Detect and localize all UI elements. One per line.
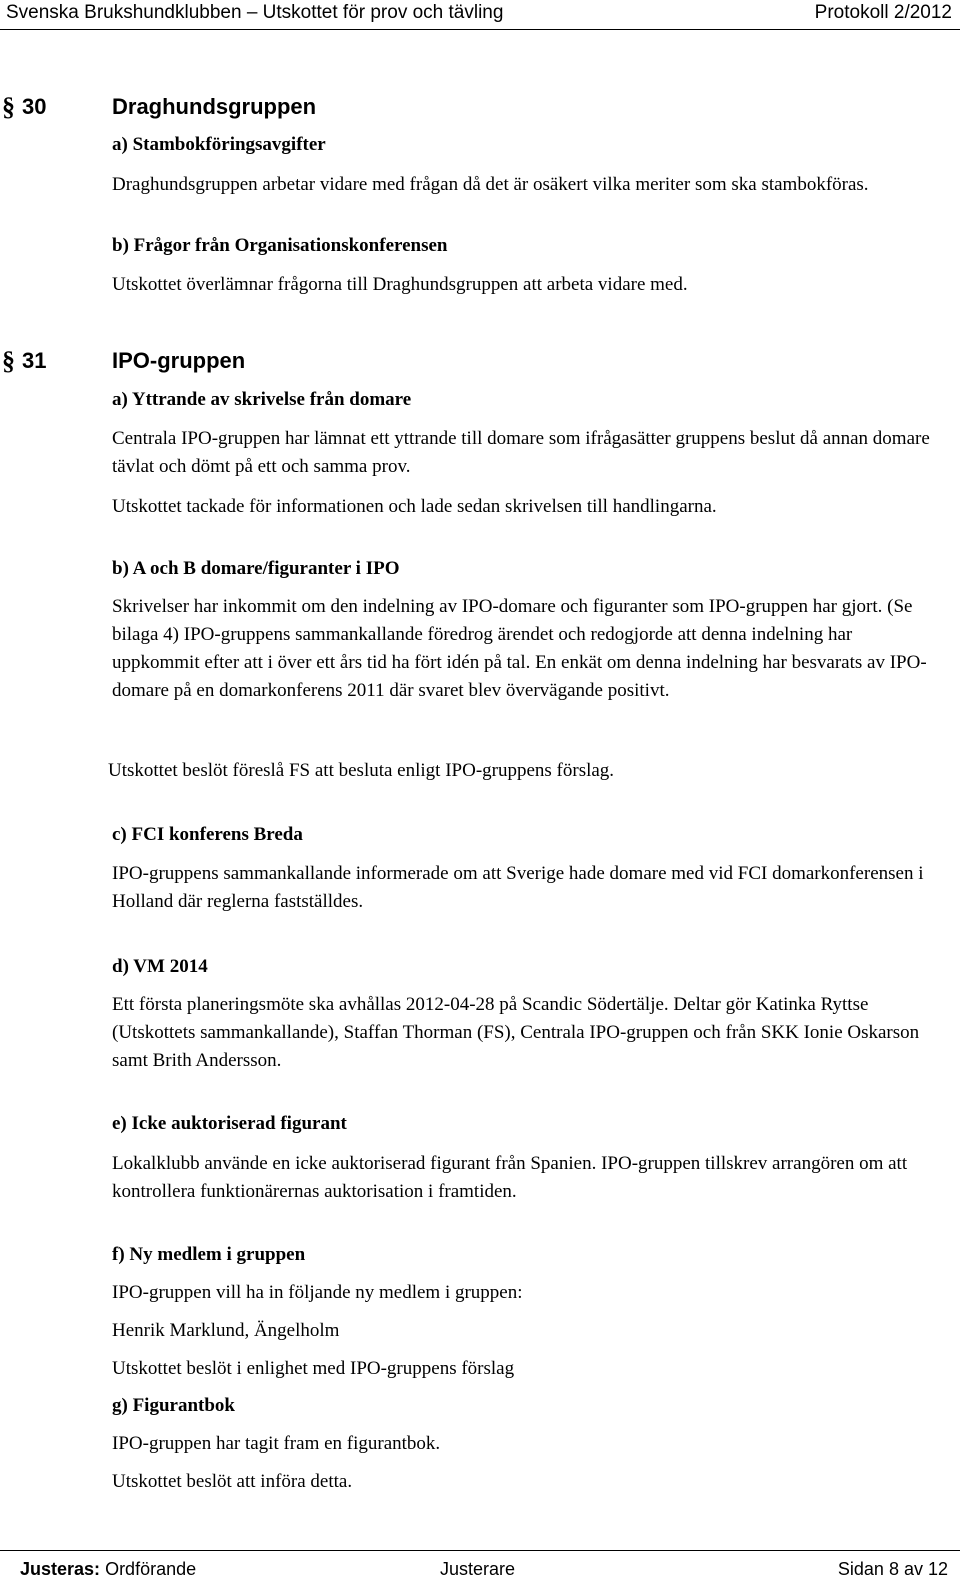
section-31-c-text: IPO-gruppens sammankallande informerade om att Sverige hade domare med vid FCI domarkonferensen i Holland där reglerna fastställdes. xyxy=(112,863,924,912)
header-title: Svenska Brukshundklubben – Utskottet för prov och tävling xyxy=(6,2,504,23)
section-31-e-text: Lokalklubb använde en icke auktoriserad figurant från Spanien. IPO-gruppen tillskrev arrangören om att kontrollera funktionärernas auktorisation i framtiden. xyxy=(112,1153,908,1202)
section-31-b-text-1: Skrivelser har inkommit om den indelning av IPO-domare och figuranter som IPO-gruppen har gjort. (Se bilaga 4) IPO-gruppens sammankallande föredrog ärendet och redogjorde att denna indelning har uppkommit efter att i över ett års tid ha fört idén på tal. En enkät om denna indelning har besvarats av IPO-domare på en domarkonferens 2011 där svaret blev övervägande positivt. xyxy=(112,596,927,701)
section-30-a-text: Draghundsgruppen arbetar vidare med frågan då det är osäkert vilka meriter som ska stambokföras. xyxy=(112,174,869,195)
section-30-a-title: a) Stambokföringsavgifter xyxy=(112,134,326,155)
section-31-b-title: b) A och B domare/figuranter i IPO xyxy=(112,558,400,579)
footer-justeras-label: Justeras: xyxy=(20,1559,101,1579)
section-31-a-text-2: Utskottet tackade för informationen och lade sedan skrivelsen till handlingarna. xyxy=(112,496,717,517)
section-31-a-title: a) Yttrande av skrivelse från domare xyxy=(112,389,412,410)
header-divider xyxy=(0,29,960,30)
section-31-g-title: g) Figurantbok xyxy=(112,1395,235,1416)
section-symbol: § xyxy=(2,346,15,375)
section-31-f-text-1: IPO-gruppen vill ha in följande ny medlem i gruppen: xyxy=(112,1282,523,1303)
section-31-e-title: e) Icke auktoriserad figurant xyxy=(112,1113,347,1134)
section-31-d-title: d) VM 2014 xyxy=(112,956,208,977)
section-30-number: 30 xyxy=(22,94,47,119)
section-30-b-text: Utskottet överlämnar frågorna till Draghundsgruppen att arbeta vidare med. xyxy=(112,274,688,295)
section-30-title: Draghundsgruppen xyxy=(112,94,317,119)
protocol-number: Protokoll 2/2012 xyxy=(814,2,952,23)
section-31-d-text: Ett första planeringsmöte ska avhållas 2012-04-28 på Scandic Södertälje. Deltar gör Katinka Ryttse (Utskottets sammankallande), Staffan Thorman (FS), Centrala IPO-gruppen och från SKK Ionie Oskarson samt Brith Andersson. xyxy=(112,994,920,1071)
section-30-b-title: b) Frågor från Organisationskonferensen xyxy=(112,235,448,256)
footer-justeras xyxy=(20,1556,196,1582)
section-31-b-text-2: Utskottet beslöt föreslå FS att besluta enligt IPO-gruppens förslag. xyxy=(108,760,615,781)
section-31-f-text-3: Utskottet beslöt i enlighet med IPO-gruppens förslag xyxy=(112,1358,515,1379)
section-31-c-title: c) FCI konferens Breda xyxy=(112,824,303,845)
footer-justerare: Justerare xyxy=(440,1559,516,1579)
section-31-f-text-2: Henrik Marklund, Ängelholm xyxy=(112,1320,340,1341)
footer-justeras-value: Ordförande xyxy=(105,1559,197,1579)
section-31-a-text-1: Centrala IPO-gruppen har lämnat ett yttrande till domare som ifrågasätter gruppens beslut då annan domare tävlat och dömt på ett och samma prov. xyxy=(112,428,930,477)
section-31-title: IPO-gruppen xyxy=(112,348,246,373)
section-31-g-text-1: IPO-gruppen har tagit fram en figurantbok. xyxy=(112,1433,441,1454)
section-31-number: 31 xyxy=(22,348,47,373)
footer-page-number: Sidan 8 av 12 xyxy=(837,1559,948,1579)
section-symbol: § xyxy=(2,92,15,121)
footer-divider xyxy=(0,1550,960,1551)
section-31-f-title: f) Ny medlem i gruppen xyxy=(112,1244,306,1265)
section-31-g-text-2: Utskottet beslöt att införa detta. xyxy=(112,1471,353,1492)
